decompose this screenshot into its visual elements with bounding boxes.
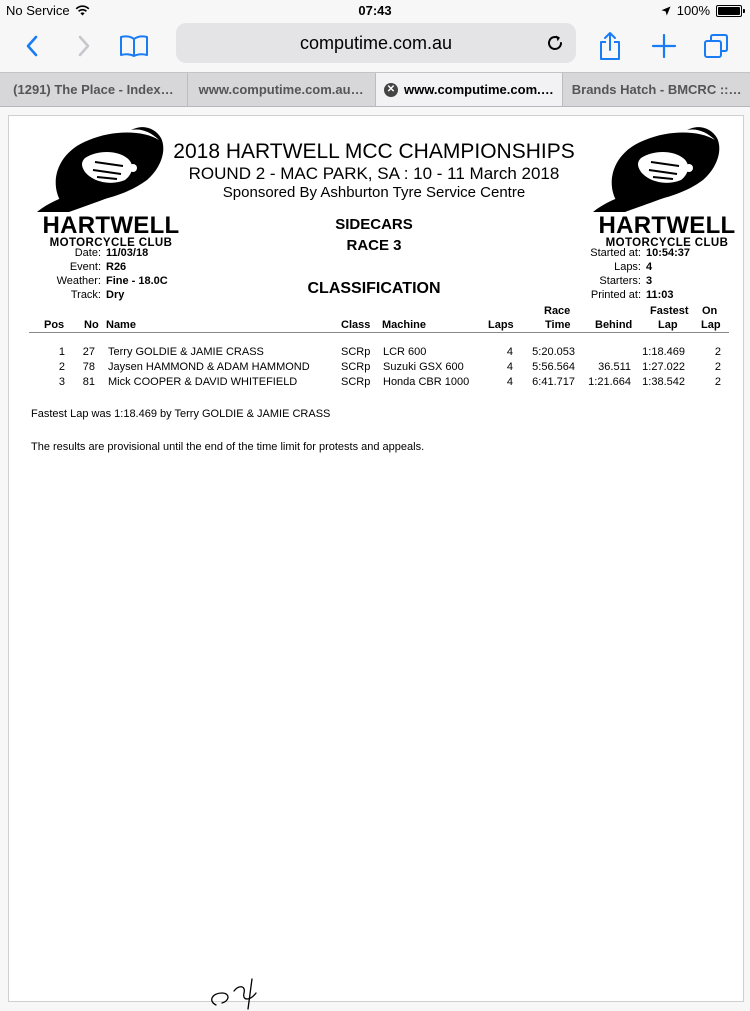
battery-percent: 100% <box>676 3 710 18</box>
logo-text-hartwell: HARTWELL <box>598 212 736 239</box>
tab-the-place[interactable] <box>0 73 188 106</box>
info-row-printed <box>569 288 690 302</box>
book-icon <box>119 34 149 58</box>
col-class: Class <box>341 319 371 331</box>
col-on-lap-1: On <box>702 305 718 317</box>
fastest-lap-note: Fastest Lap was 1:18.469 by Terry GOLDIE & JAMIE CRASS <box>31 408 331 420</box>
tab-computime-active[interactable] <box>376 73 564 106</box>
cell-machine: Honda CBR 1000 <box>383 376 470 388</box>
address-bar[interactable] <box>176 23 576 63</box>
url-text: computime.com.au <box>299 33 453 53</box>
rider-icon <box>31 124 191 216</box>
rider-icon <box>587 124 747 216</box>
results-document <box>8 115 744 1002</box>
cell-laps: 4 <box>506 376 513 388</box>
tab-label: Brands Hatch - BMCRC ::… <box>571 82 742 97</box>
col-fastest-1: Fastest <box>650 305 689 317</box>
cell-name: Mick COOPER & DAVID WHITEFIELD <box>108 376 298 388</box>
cell-class: SCRp <box>341 346 371 358</box>
cell-time: 5:20.053 <box>532 346 575 358</box>
tab-brands-hatch[interactable] <box>563 73 750 106</box>
cell-behind: 36.511 <box>598 361 631 373</box>
race-info <box>569 246 690 302</box>
results-table-header <box>29 304 729 333</box>
info-label: Date: <box>74 247 101 259</box>
share-icon <box>598 31 622 61</box>
sponsor-line: Sponsored By Ashburton Tyre Service Centre <box>222 184 526 201</box>
info-row-weather <box>39 274 168 288</box>
col-laps: Laps <box>488 319 514 331</box>
provisional-note: The results are provisional until the end of the time limit for protests and appeals. <box>31 441 425 453</box>
cell-laps: 4 <box>506 346 513 358</box>
col-fastest-2: Lap <box>658 319 678 331</box>
results-table-body <box>29 346 729 391</box>
table-row <box>29 346 729 361</box>
cell-laps: 4 <box>506 361 513 373</box>
cell-on-lap: 2 <box>714 346 721 358</box>
reload-icon <box>546 34 564 52</box>
cell-name: Jaysen HAMMOND & ADAM HAMMOND <box>108 361 310 373</box>
cell-machine: LCR 600 <box>383 346 427 358</box>
info-value: 11/03/18 <box>106 247 149 259</box>
chevron-left-icon <box>25 35 39 57</box>
cell-no: 27 <box>82 346 95 358</box>
status-bar <box>0 0 750 22</box>
chevron-right-icon <box>77 35 91 57</box>
cell-on-lap: 2 <box>714 376 721 388</box>
info-row-track <box>39 288 168 302</box>
championship-title: 2018 HARTWELL MCC CHAMPIONSHIPS <box>173 140 575 163</box>
col-race-time-1: Race <box>544 305 571 317</box>
forward-button[interactable] <box>66 28 102 64</box>
info-row-event <box>39 260 168 274</box>
tab-label: www.computime.com.… <box>403 82 554 97</box>
bookmarks-button[interactable] <box>116 28 152 64</box>
info-row-starters <box>569 274 690 288</box>
logo-text-motorcycle-club: MOTORCYCLE CLUB <box>605 237 729 249</box>
browser-toolbar <box>0 22 750 72</box>
cell-class: SCRp <box>341 376 371 388</box>
logo-text-motorcycle-club: MOTORCYCLE CLUB <box>49 237 173 249</box>
cell-no: 78 <box>82 361 95 373</box>
info-label: Weather: <box>56 275 101 287</box>
info-row-started <box>569 246 690 260</box>
reload-button[interactable] <box>542 30 568 56</box>
info-value: R26 <box>106 261 127 273</box>
info-label: Starters: <box>599 275 641 287</box>
tabs-overview-button[interactable] <box>698 28 734 64</box>
share-button[interactable] <box>592 28 628 64</box>
category-heading: SIDECARS <box>335 216 413 233</box>
col-behind: Behind <box>595 319 633 331</box>
col-machine: Machine <box>382 319 427 331</box>
round-subtitle: ROUND 2 - MAC PARK, SA : 10 - 11 March 2018 <box>188 164 560 183</box>
info-value: Dry <box>106 289 125 301</box>
back-button[interactable] <box>14 28 50 64</box>
cell-no: 81 <box>82 376 95 388</box>
logo-text-hartwell: HARTWELL <box>42 212 180 239</box>
info-label: Track: <box>70 289 101 301</box>
tab-label: www.computime.com.au… <box>198 82 364 97</box>
cell-pos: 3 <box>58 376 65 388</box>
col-on-lap-2: Lap <box>701 319 721 331</box>
table-row <box>29 361 729 376</box>
col-name: Name <box>106 319 136 331</box>
cell-time: 5:56.564 <box>532 361 575 373</box>
table-row <box>29 376 729 391</box>
new-tab-button[interactable] <box>646 28 682 64</box>
info-row-date <box>39 246 168 260</box>
race-heading: RACE 3 <box>346 237 402 254</box>
carrier-label: No Service <box>6 3 70 18</box>
col-race-time-2: Time <box>545 319 571 331</box>
classification-heading: CLASSIFICATION <box>307 280 441 297</box>
info-value: 10:54:37 <box>646 247 691 259</box>
clock: 07:43 <box>358 3 392 18</box>
cell-machine: Suzuki GSX 600 <box>383 361 464 373</box>
event-info <box>39 246 168 302</box>
info-label: Laps: <box>614 261 641 273</box>
cell-class: SCRp <box>341 361 371 373</box>
cell-pos: 1 <box>58 346 65 358</box>
cell-pos: 2 <box>58 361 65 373</box>
tab-bar <box>0 72 750 107</box>
info-value: 4 <box>646 261 653 273</box>
club-logo-right <box>587 124 747 249</box>
cell-on-lap: 2 <box>714 361 721 373</box>
cell-fastest: 1:38.542 <box>642 376 685 388</box>
info-label: Event: <box>69 261 101 273</box>
info-value: 11:03 <box>646 289 674 301</box>
cell-fastest: 1:18.469 <box>642 346 685 358</box>
plus-icon <box>652 34 676 58</box>
location-arrow-icon <box>661 6 671 16</box>
close-tab-icon[interactable]: ✕ <box>384 83 398 97</box>
cell-name: Terry GOLDIE & JAMIE CRASS <box>108 346 264 358</box>
tab-computime-1[interactable] <box>188 73 376 106</box>
cell-time: 6:41.717 <box>532 376 575 388</box>
signature-mark <box>194 971 284 1011</box>
cell-fastest: 1:27.022 <box>642 361 685 373</box>
info-row-laps <box>569 260 690 274</box>
info-label: Printed at: <box>590 289 641 301</box>
battery-icon <box>716 5 742 17</box>
tabs-icon <box>703 33 729 59</box>
info-value: Fine - 18.0C <box>106 275 168 287</box>
col-no: No <box>84 319 99 331</box>
info-label: Started at: <box>590 247 641 259</box>
info-value: 3 <box>646 275 653 287</box>
club-logo-left <box>31 124 191 249</box>
col-pos: Pos <box>44 319 65 331</box>
cell-behind: 1:21.664 <box>588 376 631 388</box>
tab-label: (1291) The Place - Index… <box>13 82 174 97</box>
